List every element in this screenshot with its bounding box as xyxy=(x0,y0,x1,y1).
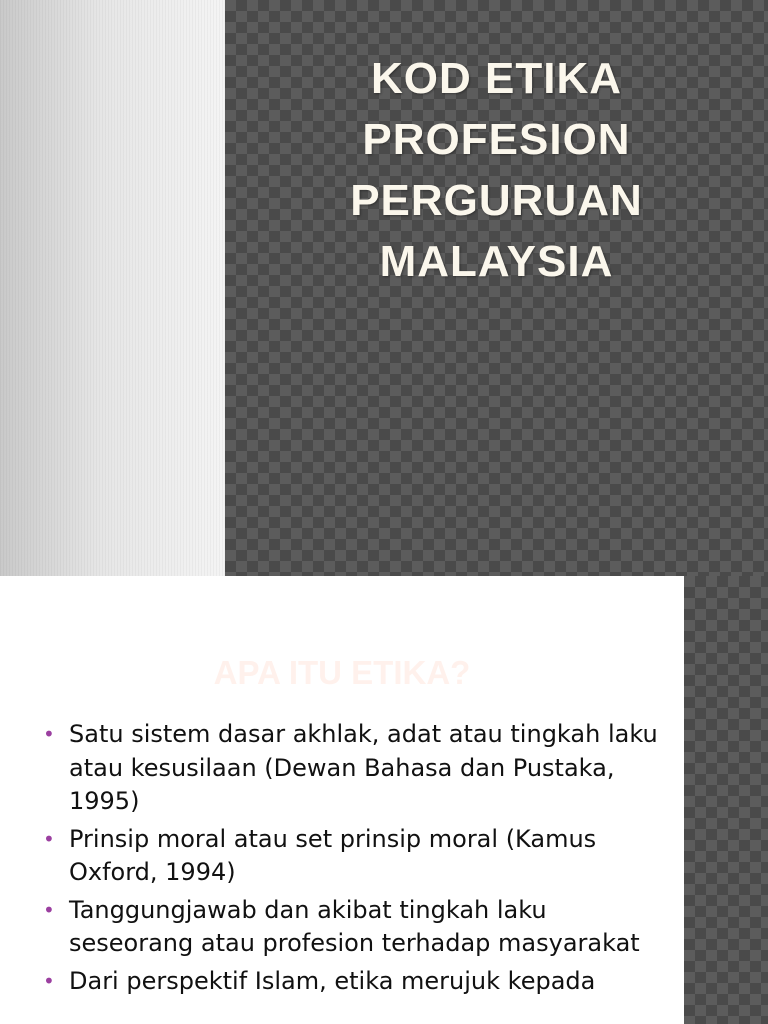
bullet-icon: • xyxy=(43,722,55,746)
bullet-list xyxy=(40,718,660,1002)
title-line: PROFESION xyxy=(362,115,631,164)
title-line: MALAYSIA xyxy=(379,237,614,286)
bullet-item xyxy=(40,894,660,961)
bullet-text: Tanggungjawab dan akibat tingkah laku seseorang atau profesion terhadap masyarakat xyxy=(69,895,640,957)
slide-2-heading: APA ITU ETIKA? xyxy=(213,654,471,691)
bullet-icon: • xyxy=(43,968,55,993)
slide-1-gradient-panel xyxy=(0,0,225,576)
bullet-text: Satu sistem dasar akhlak, adat atau tingkah laku atau kesusilaan (Dewan Bahasa dan Pustaka, 1995) xyxy=(69,720,658,815)
slide-1-title xyxy=(225,48,768,292)
bullet-icon: • xyxy=(43,826,55,851)
bullet-text: Dari perspektif Islam, etika merujuk kepada xyxy=(69,966,596,995)
title-line: KOD ETIKA xyxy=(371,54,622,103)
bullet-item xyxy=(40,823,660,890)
slide-1-pattern-panel xyxy=(225,0,768,576)
slide-2-content xyxy=(0,576,684,1024)
title-line: PERGURUAN xyxy=(350,176,643,225)
slide-2-pattern-strip xyxy=(684,576,768,1024)
bullet-icon: • xyxy=(43,897,55,922)
bullet-item xyxy=(40,718,660,819)
bullet-item xyxy=(40,965,660,999)
slide-2 xyxy=(0,576,768,1024)
bullet-text: Prinsip moral atau set prinsip moral (Kamus Oxford, 1994) xyxy=(69,824,597,886)
